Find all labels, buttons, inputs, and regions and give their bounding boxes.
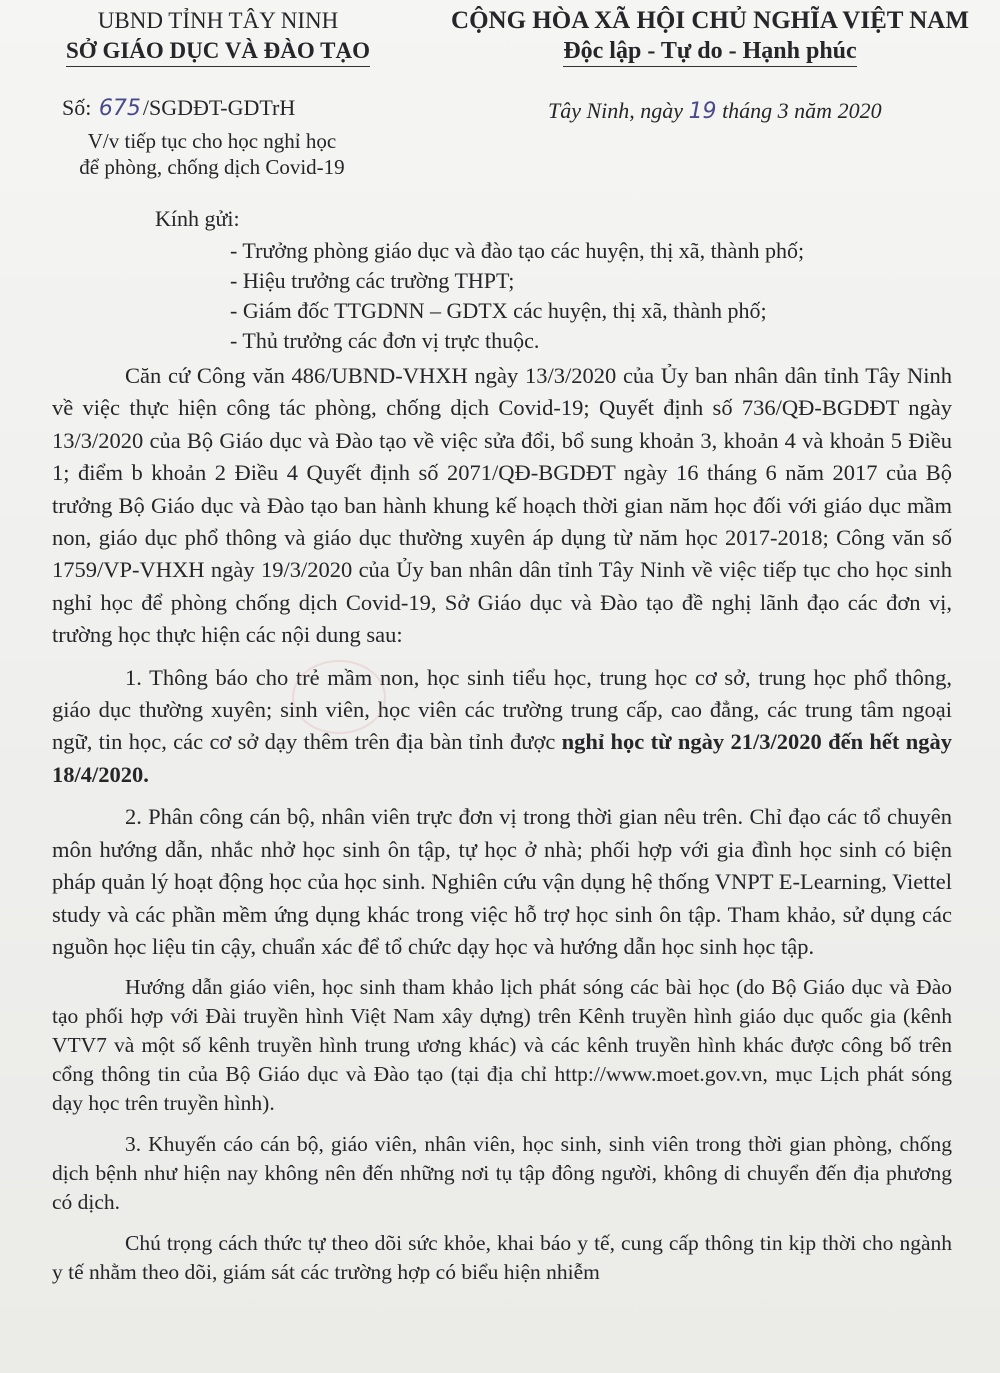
issuer-province: UBND TỈNH TÂY NINH — [97, 8, 339, 33]
document-body — [52, 360, 952, 1299]
document-subject — [52, 128, 372, 180]
nation-name: CỘNG HÒA XÃ HỘI CHỦ NGHĨA VIỆT NAM — [451, 7, 969, 34]
number-suffix: /SGDĐT-GDTrH — [142, 95, 296, 120]
recipient-item: - Giám đốc TTGDNN – GDTX các huyện, thị xã, thành phố; — [230, 298, 767, 323]
national-motto-block — [420, 6, 1000, 67]
salutation: Kính gửi: — [155, 206, 240, 231]
issuer-department: SỞ GIÁO DỤC VÀ ĐÀO TẠO — [66, 36, 370, 67]
issuer-block — [38, 6, 398, 67]
number-prefix: Số: — [62, 95, 92, 120]
subject-line-2: để phòng, chống dịch Covid-19 — [79, 155, 345, 179]
recipient-item: - Trưởng phòng giáo dục và đào tạo các huyện, thị xã, thành phố; — [230, 238, 805, 263]
recipient-list — [230, 236, 950, 356]
item-3-paragraph: 3. Khuyến cáo cán bộ, giáo viên, nhân viên, học sinh, sinh viên trong thời gian phòng, chống dịch bệnh như hiện nay không nên đến những nơi tụ tập đông người, không di chuyển đến địa phương có dịch. — [52, 1132, 952, 1215]
item-1-text: 1. Thông báo cho trẻ mầm non, học sinh tiểu học, trung học cơ sở, trung học phổ thông, giáo dục thường xuyên; sinh viên, học viên các trường trung cấp, cao đẳng, các trung tâm ngoại ngữ, tin học, các cơ sở dạy thêm trên địa bàn tỉnh được — [52, 664, 952, 755]
item-2-paragraph: 2. Phân công cán bộ, nhân viên trực đơn vị trong thời gian nêu trên. Chỉ đạo các tổ chuyên môn hướng dẫn, nhắc nhở học sinh ôn tập, tự học ở nhà; phối hợp với gia đình học sinh có biện pháp quản lý hoạt động học của học sinh. Nghiên cứu vận dụng hệ thống VNPT E-Learning, Viettel study và các phần mềm ứng dụng khác trong việc hỗ trợ học sinh ôn tập. Tham khảo, sử dụng các nguồn học liệu tin cậy, chuẩn xác để tổ chức dạy học và hướng dẫn học sinh học tập. — [52, 804, 952, 959]
faded-seal-icon — [292, 660, 386, 734]
recipient-item: - Thủ trưởng các đơn vị trực thuộc. — [230, 328, 540, 353]
date-prefix: Tây Ninh, ngày — [548, 98, 684, 123]
item-3b-paragraph: Chú trọng cách thức tự theo dõi sức khỏe, khai báo y tế, cung cấp thông tin kịp thời cho ngành y tế nhằm theo dõi, giám sát các trường hợp có biểu hiện nhiễm — [52, 1231, 952, 1285]
item-1-paragraph — [52, 662, 952, 792]
document-number — [62, 95, 295, 121]
national-motto: Độc lập - Tự do - Hạnh phúc — [563, 36, 856, 67]
item-1-bold-dates: nghỉ học từ ngày 21/3/2020 đến hết ngày 18/4/2020. — [52, 729, 952, 787]
subject-line-1: V/v tiếp tục cho học nghỉ học — [87, 129, 337, 153]
recipient-item: - Hiệu trưởng các trường THPT; — [230, 268, 515, 293]
document-date — [548, 98, 882, 124]
number-handwritten: 675 — [98, 96, 141, 121]
intro-paragraph: Căn cứ Công văn 486/UBND-VHXH ngày 13/3/2020 của Ủy ban nhân dân tỉnh Tây Ninh về việc thực hiện công tác phòng, chống dịch Covid-19; Quyết định số 736/QĐ-BGDĐT ngày 13/3/2020 của Bộ Giáo dục và Đào tạo về việc sửa đổi, bổ sung khoản 3, khoản 4 và khoản 5 Điều 1; điểm b khoản 2 Điều 4 Quyết định số 2071/QĐ-BGDĐT ngày 16 tháng 6 năm 2017 của Bộ trưởng Bộ Giáo dục và Đào tạo ban hành khung kế hoạch thời gian năm học đối với giáo dục mầm non, giáo dục phổ thông và giáo dục thường xuyên áp dụng từ năm học 2017-2018; Công văn số 1759/VP-VHXH ngày 19/3/2020 của Ủy ban nhân dân tỉnh Tây Ninh về việc tiếp tục cho học sinh nghỉ học để phòng chống dịch Covid-19, Sở Giáo dục và Đào tạo đề nghị lãnh đạo các đơn vị, trường học thực hiện các nội dung sau: — [52, 363, 952, 648]
date-day-handwritten: 19 — [688, 99, 717, 124]
date-suffix: tháng 3 năm 2020 — [722, 98, 882, 123]
item-2b-paragraph: Hướng dẫn giáo viên, học sinh tham khảo lịch phát sóng các bài học (do Bộ Giáo dục và Đào tạo phối hợp với Đài truyền hình Việt Nam xây dựng) trên Kênh truyền hình giáo dục quốc gia (kênh VTV7 và một số kênh truyền hình trung ương khác) và các kênh truyền hình khác được công bố trên cổng thông tin của Bộ Giáo dục và Đào tạo (tại địa chỉ http://www.moet.gov.vn, mục Lịch phát sóng dạy học trên truyền hình). — [52, 975, 952, 1116]
